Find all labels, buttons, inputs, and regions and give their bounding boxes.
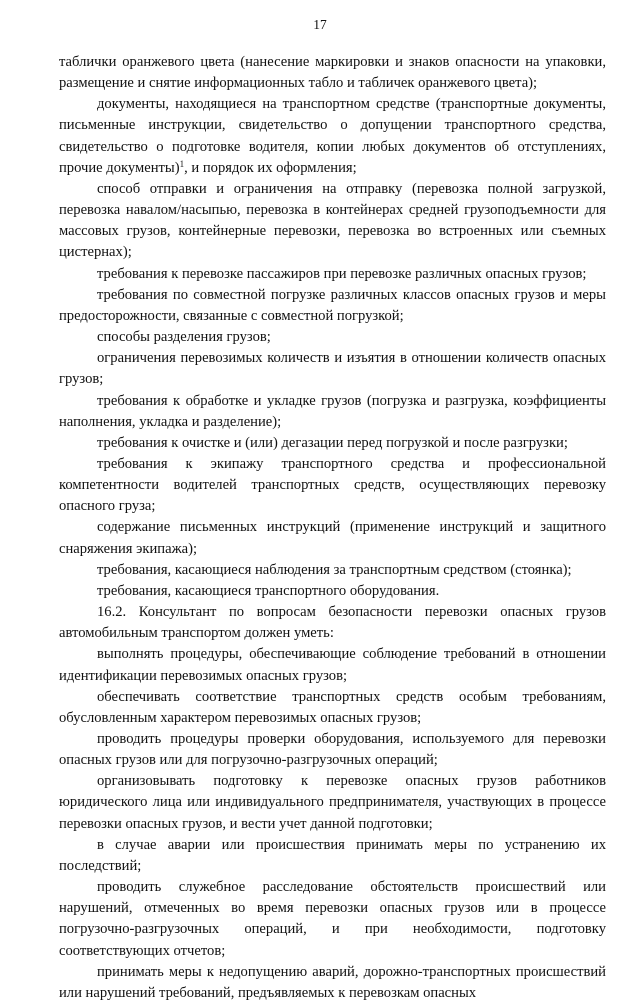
paragraph-12-text: требования, касающиеся наблюдения за транспортным средством (стоянка); <box>97 561 572 578</box>
paragraph-7 <box>59 348 606 390</box>
paragraph-11-text: содержание письменных инструкций (применение инструкций и защитного снаряжения экипажа); <box>59 519 606 557</box>
paragraph-16 <box>59 687 606 729</box>
paragraph-17 <box>59 729 606 771</box>
paragraph-14-text: 16.2. Консультант по вопросам безопасности перевозки опасных грузов автомобильным транспортом должен уметь: <box>59 604 606 642</box>
paragraph-15-text: выполнять процедуры, обеспечивающие соблюдение требований в отношении идентификации перевозимых опасных грузов; <box>59 646 606 684</box>
paragraph-13 <box>59 581 606 602</box>
paragraph-10-text: требования к экипажу транспортного средства и профессиональной компетентности водителей транспортных средств, осуществляющих перевозку опасного груза; <box>59 455 606 515</box>
paragraph-13-text: требования, касающиеся транспортного оборудования. <box>97 582 440 599</box>
footnote-marker: 1 <box>179 158 185 169</box>
paragraph-3-text: способ отправки и ограничения на отправку (перевозка полной загрузкой, перевозка навалом/насыпью, перевозка в контейнерах средней грузоподъемности для массовых грузов, контейнерные перевозки, перевозка во встроенных или съемных цистернах); <box>59 180 606 261</box>
page-number: 17 <box>313 17 327 32</box>
paragraph-1 <box>59 52 606 94</box>
paragraph-4-text: требования к перевозке пассажиров при перевозке различных опасных грузов; <box>97 265 587 282</box>
paragraph-6-text: способы разделения грузов; <box>97 329 271 346</box>
paragraph-9-text: требования к очистке и (или) дегазации перед погрузкой и после разгрузки; <box>97 434 568 451</box>
paragraph-2 <box>59 94 606 179</box>
paragraph-5 <box>59 285 606 327</box>
paragraph-19 <box>59 835 606 877</box>
paragraph-3 <box>59 179 606 264</box>
paragraph-17-text: проводить процедуры проверки оборудования, используемого для перевозки опасных грузов или для погрузочно-разгрузочных операций; <box>59 731 606 769</box>
paragraph-20-text: проводить служебное расследование обстоятельств происшествий или нарушений, отмеченных во время перевозки опасных грузов или в процессе погрузочно-разгрузочных операций, и при необходимости, подготовку соответствующих отчетов; <box>59 879 606 959</box>
paragraph-10 <box>59 454 606 517</box>
paragraph-2-text: документы, находящиеся на транспортном средстве (транспортные документы, письменные инструкции, свидетельство о допущении транспортного средства, свидетельство о подготовке водителя, копии любых документов об отступлениях, прочие документы) <box>59 96 606 176</box>
paragraph-2-tail: , и порядок их оформления; <box>184 159 357 176</box>
paragraph-7-text: ограничения перевозимых количеств и изъятия в отношении количеств опасных грузов; <box>59 350 606 388</box>
paragraph-19-text: в случае аварии или происшествия принимать меры по устранению их последствий; <box>59 836 606 874</box>
paragraph-21 <box>59 962 606 1004</box>
paragraph-8-text: требования к обработке и укладке грузов (погрузка и разгрузка, коэффициенты наполнения, укладка и разделение); <box>59 392 606 430</box>
paragraph-21-text: принимать меры к недопущению аварий, дорожно-транспортных происшествий или нарушений требований, предъявляемых к перевозкам опасных <box>59 963 606 1001</box>
paragraph-1-text: таблички оранжевого цвета (нанесение маркировки и знаков опасности на упаковки, размещение и снятие информационных табло и табличек оранжевого цвета); <box>59 54 606 92</box>
paragraph-15 <box>59 644 606 686</box>
paragraph-18-text: организовывать подготовку к перевозке опасных грузов работников юридического лица или индивидуального предпринимателя, участвующих в процессе перевозки опасных грузов, и вести учет данной подготовки; <box>59 773 606 832</box>
paragraph-4 <box>59 264 606 285</box>
paragraph-11 <box>59 517 606 559</box>
paragraph-12 <box>59 560 606 581</box>
paragraph-14 <box>59 602 606 644</box>
paragraph-16-text: обеспечивать соответствие транспортных средств особым требованиям, обусловленным характером перевозимых опасных грузов; <box>59 688 606 726</box>
paragraph-6 <box>59 327 606 348</box>
paragraph-5-text: требования по совместной погрузке различных классов опасных грузов и меры предосторожности, связанные с совместной погрузкой; <box>59 286 606 324</box>
paragraph-9 <box>59 433 606 454</box>
paragraph-20 <box>59 877 606 962</box>
paragraph-8 <box>59 391 606 433</box>
paragraph-18 <box>59 771 606 834</box>
document-body <box>59 52 606 1004</box>
